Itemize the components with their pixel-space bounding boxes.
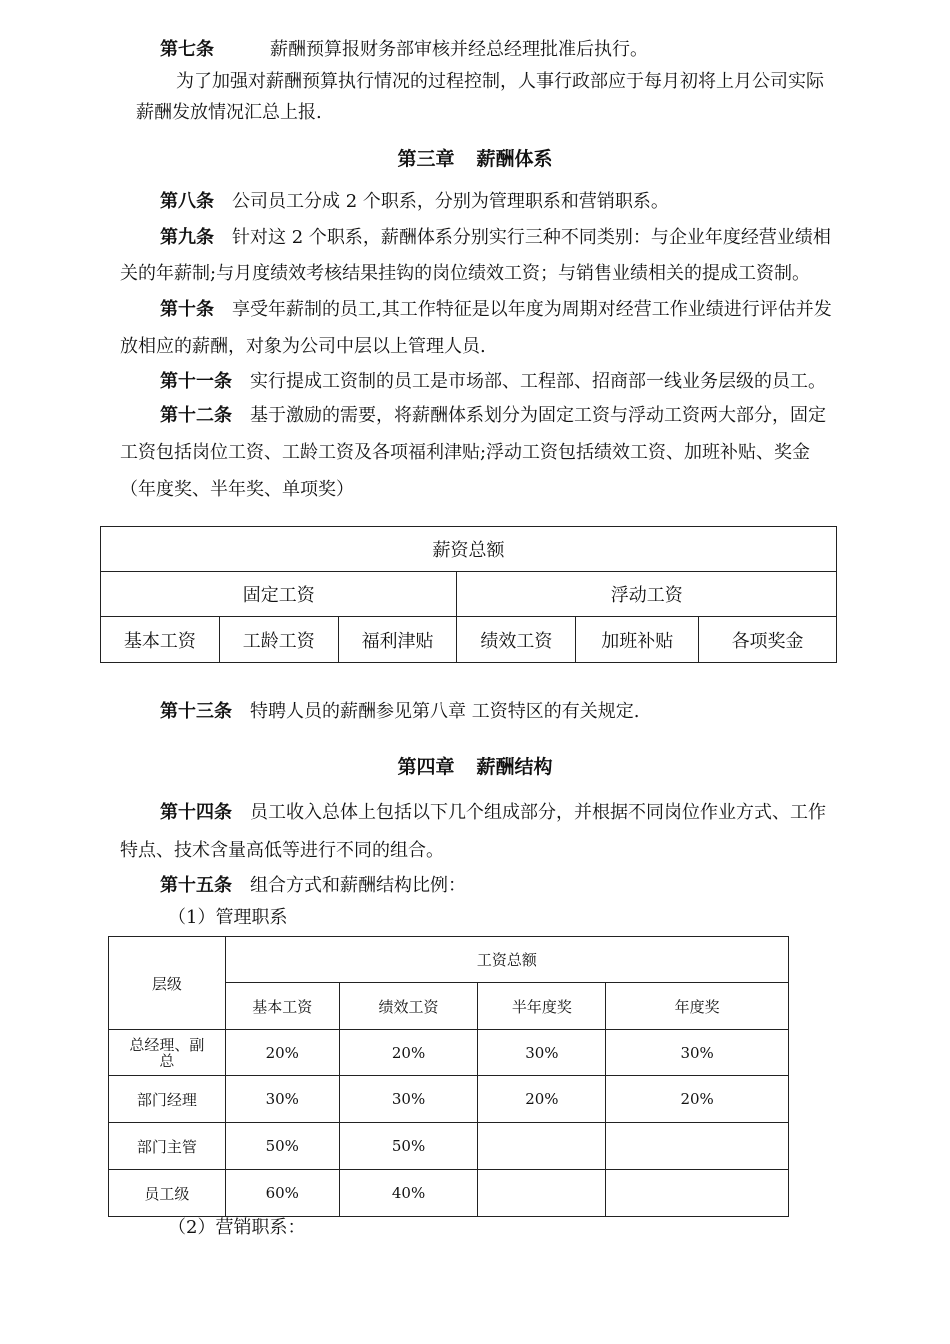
salary-item: 基本工资 xyxy=(101,617,220,663)
article-text: 公司员工分成 2 个职系，分别为管理职系和营销职系。 xyxy=(232,191,669,212)
chapter-4-heading xyxy=(0,754,950,780)
column-header: 基本工资 xyxy=(225,983,339,1030)
article-12-line: 工资包括岗位工资、工龄工资及各项福利津贴;浮动工资包括绩效工资、加班补贴、奖金 xyxy=(120,442,811,463)
wage-total-header: 工资总额 xyxy=(225,937,788,983)
article-label: 第十五条 xyxy=(160,875,232,896)
ratio-cell: 30% xyxy=(478,1030,606,1076)
table-row xyxy=(109,1030,789,1076)
ratio-cell xyxy=(478,1123,606,1170)
article-7-paragraph-line: 薪酬发放情况汇总上报. xyxy=(136,102,322,123)
article-text: 组合方式和薪酬结构比例： xyxy=(250,875,466,896)
level-text: 总经理、副 xyxy=(129,1035,205,1054)
article-label: 第十条 xyxy=(160,299,214,320)
level-cell xyxy=(109,1030,226,1076)
ratio-cell: 30% xyxy=(225,1076,339,1123)
management-ratio-table xyxy=(108,936,789,1217)
column-header: 绩效工资 xyxy=(339,983,478,1030)
ratio-cell xyxy=(478,1170,606,1217)
ratio-cell: 50% xyxy=(225,1123,339,1170)
column-header: 年度奖 xyxy=(606,983,789,1030)
article-9 xyxy=(160,226,831,250)
article-7 xyxy=(160,38,648,62)
article-15 xyxy=(160,874,466,898)
chapter-title: 薪酬结构 xyxy=(476,756,553,778)
article-text: 薪酬预算报财务部审核并经总经理批准后执行。 xyxy=(270,39,648,60)
article-11 xyxy=(160,370,826,394)
article-text: 享受年薪制的员工,其工作特征是以年度为周期对经营工作业绩进行评估并发 xyxy=(232,299,832,320)
article-8 xyxy=(160,190,669,214)
salary-item: 加班补贴 xyxy=(576,617,699,663)
level-cell: 部门经理 xyxy=(109,1076,226,1123)
article-12 xyxy=(160,404,826,428)
article-7-paragraph-line: 为了加强对薪酬预算执行情况的过程控制，人事行政部应于每月初将上月公司实际 xyxy=(176,71,824,92)
ratio-cell: 50% xyxy=(339,1123,478,1170)
chapter-label: 第四章 xyxy=(397,756,455,778)
ratio-cell: 30% xyxy=(606,1030,789,1076)
level-header: 层级 xyxy=(109,937,226,1030)
column-header: 半年度奖 xyxy=(478,983,606,1030)
level-cell: 部门主管 xyxy=(109,1123,226,1170)
article-14-line: 特点、技术含量高低等进行不同的组合。 xyxy=(120,840,444,861)
sales-track-heading: （2）营销职系： xyxy=(168,1217,306,1238)
salary-item: 各项奖金 xyxy=(699,617,837,663)
ratio-cell xyxy=(606,1170,789,1217)
article-12-line: （年度奖、半年奖、单项奖） xyxy=(120,479,354,500)
article-9-line: 关的年薪制;与月度绩效考核结果挂钩的岗位绩效工资；与销售业绩相关的提成工资制。 xyxy=(120,263,811,284)
article-13 xyxy=(160,700,639,724)
level-text: 总 xyxy=(159,1051,175,1070)
table-row xyxy=(109,1170,789,1217)
article-10-line: 放相应的薪酬，对象为公司中层以上管理人员. xyxy=(120,336,486,357)
article-text: 针对这 2 个职系，薪酬体系分别实行三种不同类别：与企业年度经营业绩相 xyxy=(232,227,831,248)
table-row xyxy=(109,1076,789,1123)
table-row xyxy=(109,1123,789,1170)
fixed-salary-header: 固定工资 xyxy=(101,572,457,617)
article-label: 第十三条 xyxy=(160,701,232,722)
article-label: 第八条 xyxy=(160,191,214,212)
level-cell: 员工级 xyxy=(109,1170,226,1217)
ratio-cell: 20% xyxy=(225,1030,339,1076)
ratio-cell xyxy=(606,1123,789,1170)
management-track-heading: （1）管理职系 xyxy=(168,907,288,928)
ratio-cell: 20% xyxy=(478,1076,606,1123)
salary-item: 绩效工资 xyxy=(457,617,576,663)
article-text: 基于激励的需要，将薪酬体系划分为固定工资与浮动工资两大部分，固定 xyxy=(250,405,826,426)
salary-item: 福利津贴 xyxy=(338,617,457,663)
article-label: 第九条 xyxy=(160,227,214,248)
ratio-cell: 60% xyxy=(225,1170,339,1217)
chapter-3-heading xyxy=(0,146,950,172)
article-label: 第七条 xyxy=(160,39,214,60)
ratio-cell: 40% xyxy=(339,1170,478,1217)
article-text: 员工收入总体上包括以下几个组成部分，并根据不同岗位作业方式、工作 xyxy=(250,802,826,823)
article-label: 第十一条 xyxy=(160,371,232,392)
ratio-cell: 20% xyxy=(606,1076,789,1123)
salary-item: 工龄工资 xyxy=(219,617,338,663)
ratio-cell: 30% xyxy=(339,1076,478,1123)
article-10 xyxy=(160,298,832,322)
floating-salary-header: 浮动工资 xyxy=(457,572,837,617)
chapter-title: 薪酬体系 xyxy=(476,148,553,170)
article-text: 实行提成工资制的员工是市场部、工程部、招商部一线业务层级的员工。 xyxy=(250,371,826,392)
chapter-label: 第三章 xyxy=(397,148,455,170)
salary-structure-table xyxy=(100,526,837,663)
ratio-cell: 20% xyxy=(339,1030,478,1076)
article-text: 特聘人员的薪酬参见第八章 工资特区的有关规定. xyxy=(250,701,640,722)
salary-total-header: 薪资总额 xyxy=(101,527,837,572)
article-label: 第十二条 xyxy=(160,405,232,426)
article-14 xyxy=(160,801,826,825)
article-label: 第十四条 xyxy=(160,802,232,823)
